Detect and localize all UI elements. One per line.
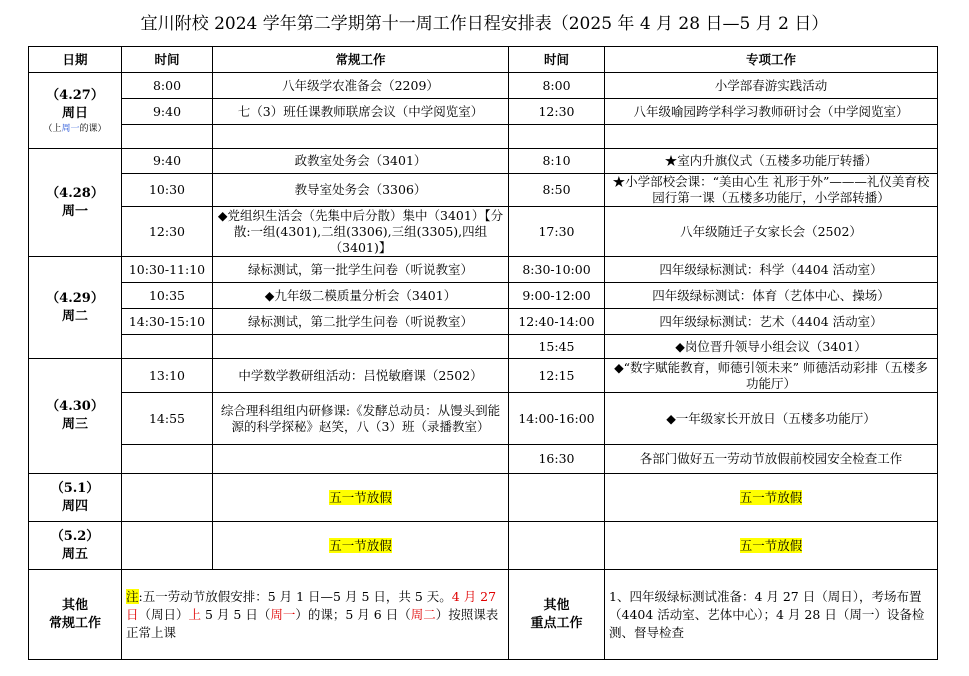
routine-cell: 七（3）班任课教师联席会议（中学阅览室） (213, 99, 509, 125)
time-cell: 8:00 (509, 73, 605, 99)
special-cell: 八年级随迁子女家长会（2502） (605, 207, 938, 257)
table-row (29, 283, 938, 309)
time-cell: 8:30-10:00 (509, 257, 605, 283)
routine-cell: ◆党组织生活会（先集中后分散）集中（3401）【分散:一组(4301),二组(3306),三组(3305),四组（3401)】 (213, 207, 509, 257)
table-row (29, 125, 938, 149)
table-row (29, 257, 938, 283)
routine-cell: 绿标测试，第二批学生问卷（听说教室） (213, 309, 509, 335)
table-row (29, 445, 938, 474)
table-row (29, 474, 938, 522)
header-time-special: 时间 (509, 47, 605, 73)
time-cell: 15:45 (509, 335, 605, 359)
time-cell: 12:15 (509, 359, 605, 393)
time-cell: 10:30-11:10 (122, 257, 213, 283)
table-row (29, 73, 938, 99)
time-cell (122, 522, 213, 570)
header-row (29, 47, 938, 73)
page-title: 宜川附校 2024 学年第二学期第十一周工作日程安排表（2025 年 4 月 28 日—5 月 2 日） (140, 14, 829, 34)
special-cell: ◆一年级家长开放日（五楼多功能厅） (605, 393, 938, 445)
holiday-label: 五一节放假 (739, 489, 803, 505)
special-cell: 小学部春游实践活动 (605, 73, 938, 99)
day-cell-0502: （5.2） 周五 (29, 522, 122, 570)
special-cell: ★小学部校会课：“美由心生 礼形于外”———礼仪美育校园行第一课（五楼多功能厅，小学部转播） (605, 174, 938, 207)
routine-cell: 政教室处务会（3401） (213, 149, 509, 174)
special-cell (605, 522, 938, 570)
day-cell-0428: （4.28） 周一 (29, 149, 122, 257)
time-cell (509, 474, 605, 522)
time-cell (509, 125, 605, 149)
special-cell: 四年级绿标测试：科学（4404 活动室） (605, 257, 938, 283)
time-cell: 10:35 (122, 283, 213, 309)
time-cell: 12:40-14:00 (509, 309, 605, 335)
time-cell: 14:30-15:10 (122, 309, 213, 335)
special-cell: 八年级喻园跨学科学习教师研讨会（中学阅览室） (605, 99, 938, 125)
table-row (29, 207, 938, 257)
table-row (29, 174, 938, 207)
other-routine-label: 其他 常规工作 (29, 570, 122, 660)
other-key-label: 其他 重点工作 (509, 570, 605, 660)
table-row (29, 522, 938, 570)
header-time: 时间 (122, 47, 213, 73)
holiday-label: 五一节放假 (329, 537, 392, 553)
table-row (29, 99, 938, 125)
routine-cell: 中学数学教研组活动：吕悦敏磨课（2502） (213, 359, 509, 393)
routine-cell (213, 335, 509, 359)
special-cell (605, 125, 938, 149)
holiday-note: 注:五一劳动节放假安排：5 月 1 日—5 月 5 日，共 5 天。4 月 27 日（周日）上 5 月 5 日（周一）的课；5 月 6 日（周二）按照课表正常上课 (122, 570, 509, 660)
routine-cell: 综合理科组组内研修课:《发酵总动员：从馒头到能源的科学探秘》赵笑，八（3）班（录播教室） (213, 393, 509, 445)
key-work-note: 1、四年级绿标测试准备：4 月 27 日（周日），考场布置（4404 活动室、艺体中心）；4 月 28 日（周一）设备检测、督导检查 (605, 570, 938, 660)
special-cell: ◆“数字赋能教育，师德引领未来” 师德活动彩排（五楼多功能厅） (605, 359, 938, 393)
time-cell: 8:10 (509, 149, 605, 174)
schedule-table (28, 46, 938, 660)
day-cell-0430: （4.30） 周三 (29, 359, 122, 474)
special-cell (605, 474, 938, 522)
routine-cell (213, 125, 509, 149)
time-cell (509, 522, 605, 570)
routine-cell (213, 445, 509, 474)
time-cell (122, 474, 213, 522)
time-cell (122, 445, 213, 474)
time-cell: 9:40 (122, 99, 213, 125)
footer-row (29, 570, 938, 660)
routine-cell: 八年级学农准备会（2209） (213, 73, 509, 99)
time-cell (122, 335, 213, 359)
header-special: 专项工作 (605, 47, 938, 73)
time-cell: 9:40 (122, 149, 213, 174)
day-cell-0427: （4.27） 周日 （上周一的课） (29, 73, 122, 149)
routine-cell: 教导室处务会（3306） (213, 174, 509, 207)
time-cell: 13:10 (122, 359, 213, 393)
time-cell: 10:30 (122, 174, 213, 207)
special-cell: ◆岗位晋升领导小组会议（3401） (605, 335, 938, 359)
routine-cell: ◆九年级二模质量分析会（3401） (213, 283, 509, 309)
special-cell: ★室内升旗仪式（五楼多功能厅转播） (605, 149, 938, 174)
table-row (29, 359, 938, 393)
special-cell: 四年级绿标测试：艺术（4404 活动室） (605, 309, 938, 335)
day-cell-0501: （5.1） 周四 (29, 474, 122, 522)
holiday-label: 五一节放假 (739, 537, 803, 553)
time-cell: 12:30 (122, 207, 213, 257)
header-routine: 常规工作 (213, 47, 509, 73)
table-row (29, 335, 938, 359)
table-row (29, 309, 938, 335)
time-cell: 8:50 (509, 174, 605, 207)
time-cell (122, 125, 213, 149)
routine-cell: 绿标测试，第一批学生问卷（听说教室） (213, 257, 509, 283)
time-cell: 16:30 (509, 445, 605, 474)
time-cell: 8:00 (122, 73, 213, 99)
time-cell: 9:00-12:00 (509, 283, 605, 309)
table-row (29, 393, 938, 445)
time-cell: 14:00-16:00 (509, 393, 605, 445)
routine-cell (213, 474, 509, 522)
holiday-label: 五一节放假 (329, 489, 392, 505)
time-cell: 14:55 (122, 393, 213, 445)
time-cell: 12:30 (509, 99, 605, 125)
makeup-note: （上周一的课） (43, 123, 107, 134)
special-cell: 四年级绿标测试：体育（艺体中心、操场） (605, 283, 938, 309)
header-date: 日期 (29, 47, 122, 73)
table-row (29, 149, 938, 174)
day-cell-0429: （4.29） 周二 (29, 257, 122, 359)
time-cell: 17:30 (509, 207, 605, 257)
routine-cell (213, 522, 509, 570)
special-cell: 各部门做好五一劳动节放假前校园安全检查工作 (605, 445, 938, 474)
